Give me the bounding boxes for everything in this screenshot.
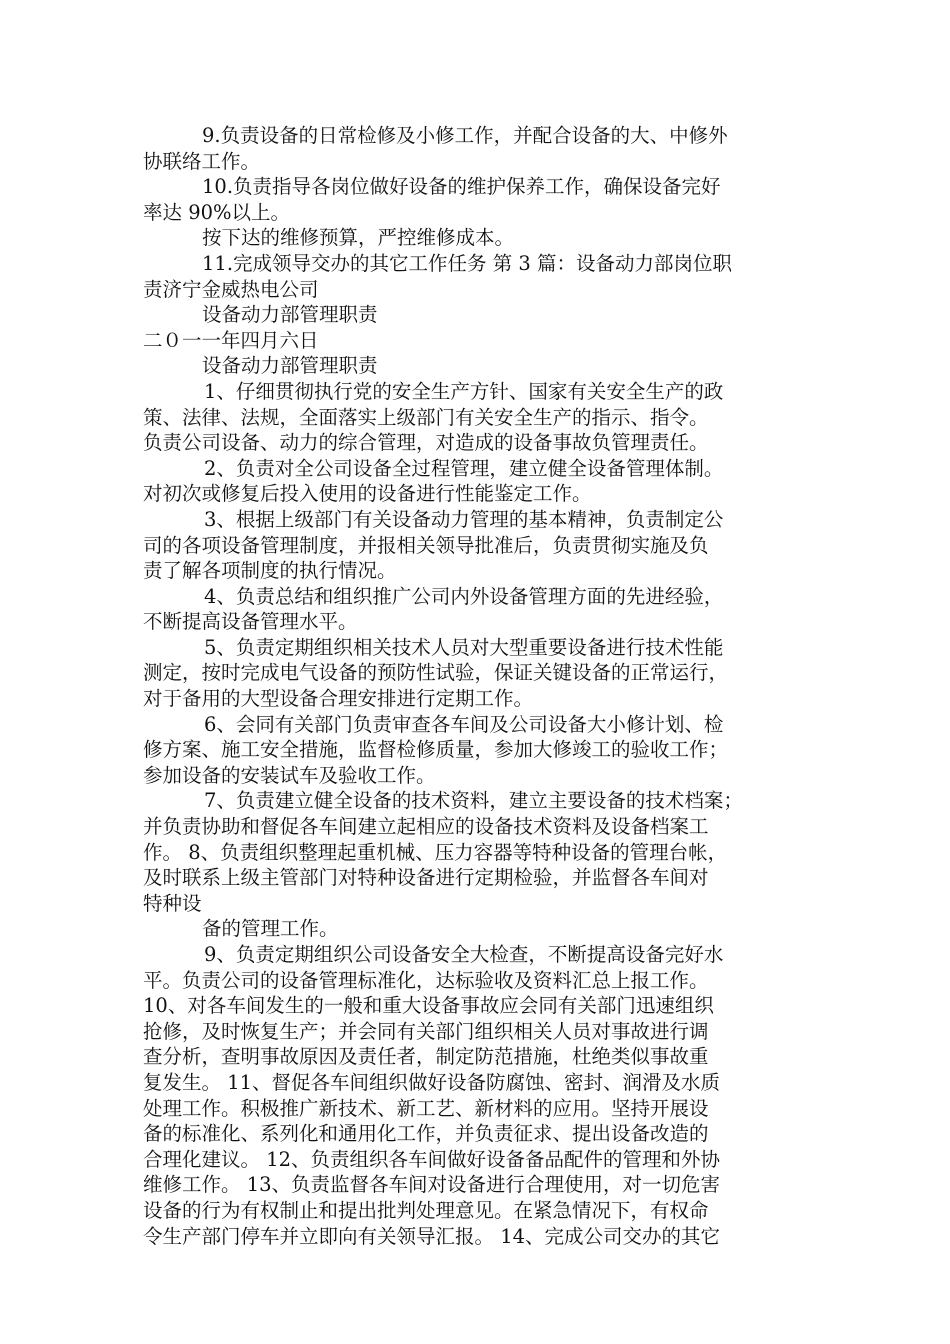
text-line: 率达 90%以上。 bbox=[143, 200, 291, 224]
text-line: 9、负责定期组织公司设备安全大检查，不断提高设备完好水 bbox=[204, 943, 724, 966]
text-line: 及时联系上级主管部门对特种设备进行定期检验，并监督各车间对 bbox=[143, 866, 709, 890]
text-line: 3、根据上级部门有关设备动力管理的基本精神，负责制定公 bbox=[204, 507, 724, 531]
text-line: 责了解各项制度的执行情况。 bbox=[143, 559, 397, 583]
text-line: 10、对各车间发生的一般和重大设备事故应会同有关部门迅速组织 bbox=[143, 994, 714, 1018]
text-line: 备的管理工作。 bbox=[202, 917, 339, 941]
text-line: 按下达的维修预算，严控维修成本。 bbox=[202, 226, 515, 250]
text-line: 作。 8、负责组织整理起重机械、压力容器等特种设备的管理台帐， bbox=[143, 840, 728, 864]
text-line: 9.负责设备的日常检修及小修工作，并配合设备的大、中修外 bbox=[202, 124, 728, 147]
text-line: 抢修，及时恢复生产；并会同有关部门组织相关人员对事故进行调 bbox=[143, 1019, 709, 1043]
text-line: 参加设备的安装试车及验收工作。 bbox=[143, 763, 436, 787]
text-line: 测定，按时完成电气设备的预防性试验，保证关键设备的正常运行， bbox=[143, 661, 729, 685]
section-heading: 设备动力部管理职责 bbox=[202, 354, 378, 378]
section-heading: 设备动力部管理职责 bbox=[202, 303, 378, 327]
text-line: 负责公司设备、动力的综合管理，对造成的设备事故负管理责任。 bbox=[143, 431, 709, 455]
text-line: 备的标准化、系列化和通用化工作，并负责征求、提出设备改造的 bbox=[143, 1122, 709, 1146]
text-line: 1、仔细贯彻执行党的安全生产方针、国家有关安全生产的政 bbox=[204, 379, 724, 403]
text-line: 平。负责公司的设备管理标准化，达标验收及资料汇总上报工作。 bbox=[143, 968, 709, 992]
text-line: 并负责协助和督促各车间建立起相应的设备技术资料及设备档案工 bbox=[143, 815, 709, 839]
text-line: 不断提高设备管理水平。 bbox=[143, 610, 358, 634]
text-line: 司的各项设备管理制度，并报相关领导批准后，负责贯彻实施及负 bbox=[143, 533, 709, 557]
text-line: 合理化建议。 12、负责组织各车间做好设备备品配件的管理和外协 bbox=[143, 1147, 721, 1171]
text-line: 2、负责对全公司设备全过程管理，建立健全设备管理体制。 bbox=[204, 456, 724, 480]
text-line: 4、负责总结和组织推广公司内外设备管理方面的先进经验， bbox=[204, 584, 724, 608]
document-body bbox=[143, 123, 809, 1249]
text-line: 11.完成领导交办的其它工作任务 第 3 篇：设备动力部岗位职 bbox=[202, 251, 733, 275]
text-line: 令生产部门停车并立即向有关领导汇报。 14、完成公司交办的其它 bbox=[143, 1224, 721, 1248]
text-line: 对于备用的大型设备合理安排进行定期工作。 bbox=[143, 687, 534, 711]
text-line: 协联络工作。 bbox=[143, 149, 261, 173]
text-line: 处理工作。积极推广新技术、新工艺、新材料的应用。坚持开展设 bbox=[143, 1096, 709, 1120]
text-line: 6、会同有关部门负责审查各车间及公司设备大小修计划、检 bbox=[204, 712, 724, 736]
text-line: 5、负责定期组织相关技术人员对大型重要设备进行技术性能 bbox=[204, 635, 724, 659]
text-line: 责济宁金威热电公司 bbox=[143, 277, 319, 301]
text-line: 对初次或修复后投入使用的设备进行性能鉴定工作。 bbox=[143, 482, 592, 506]
text-line: 10.负责指导各岗位做好设备的维护保养工作，确保设备完好 bbox=[202, 175, 721, 199]
date-line: 二０一一年四月六日 bbox=[143, 328, 319, 352]
text-line: 特种设 bbox=[143, 891, 202, 915]
text-line: 策、法律、法规，全面落实上级部门有关安全生产的指示、指令。 bbox=[143, 405, 709, 429]
text-line: 复发生。 11、督促各车间组织做好设备防腐蚀、密封、润滑及水质 bbox=[143, 1070, 721, 1094]
text-line: 修方案、施工安全措施，监督检修质量，参加大修竣工的验收工作； bbox=[143, 738, 729, 762]
text-line: 设备的行为有权制止和提出批判处理意见。在紧急情况下，有权命 bbox=[143, 1198, 709, 1222]
text-line: 查分析，查明事故原因及责任者，制定防范措施，杜绝类似事故重 bbox=[143, 1045, 709, 1069]
text-line: 7、负责建立健全设备的技术资料，建立主要设备的技术档案； bbox=[204, 789, 743, 813]
text-line: 维修工作。 13、负责监督各车间对设备进行合理使用，对一切危害 bbox=[143, 1173, 721, 1197]
